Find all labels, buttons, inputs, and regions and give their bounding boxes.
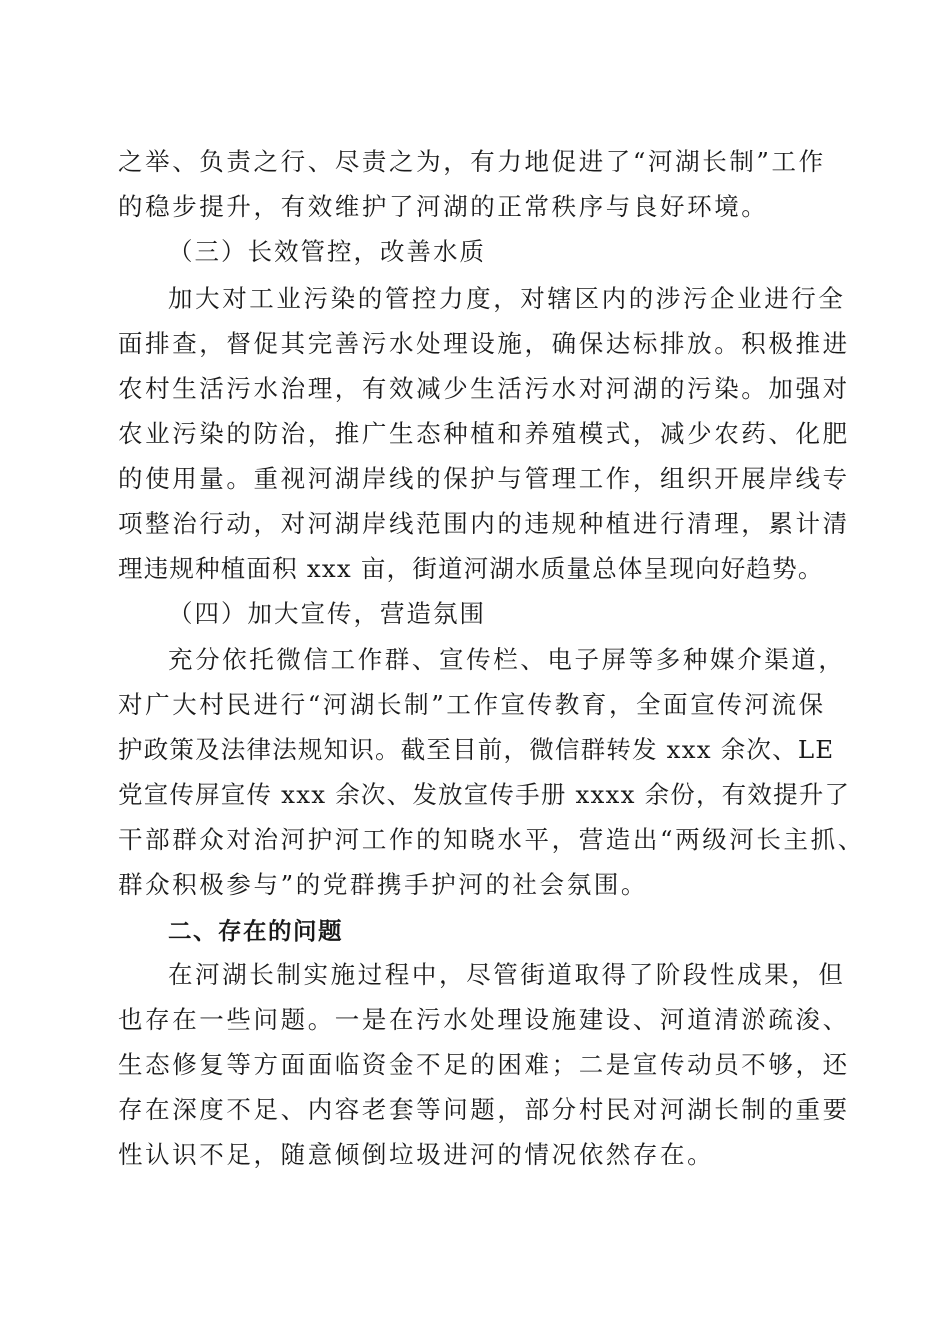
section-heading-problems: 二、存在的问题 xyxy=(168,917,343,945)
section-heading-3: （三）长效管控，改善水质 xyxy=(168,237,486,266)
text-line: 充分依托微信工作群、宣传栏、电子屏等多种媒介渠道， xyxy=(168,645,846,674)
text-line: 也存在一些问题。一是在污水处理设施建设、河道清淤疏浚、 xyxy=(118,1005,850,1034)
section-heading-4: （四）加大宣传，营造氛围 xyxy=(168,599,486,628)
text-line: 存在深度不足、内容老套等问题，部分村民对河湖长制的重要 xyxy=(118,1095,850,1124)
text-line: 理违规种植面积 xxx 亩，街道河湖水质量总体呈现向好趋势。 xyxy=(118,554,824,583)
text-line: 加大对工业污染的管控力度，对辖区内的涉污企业进行全 xyxy=(168,284,846,313)
text-line: 农业污染的防治，推广生态种植和养殖模式，减少农药、化肥 xyxy=(118,419,850,448)
text-line: 的稳步提升，有效维护了河湖的正常秩序与良好环境。 xyxy=(118,192,769,221)
text-line: 面排查，督促其完善污水处理设施，确保达标排放。积极推进 xyxy=(118,329,850,358)
text-line: 党宣传屏宣传 xxx 余次、发放宣传手册 xxxx 余份，有效提升了 xyxy=(118,780,851,809)
text-line: 生态修复等方面面临资金不足的困难；二是宣传动员不够，还 xyxy=(118,1050,850,1079)
text-line: 项整治行动，对河湖岸线范围内的违规种植进行清理，累计清 xyxy=(118,509,850,538)
text-line: 农村生活污水治理，有效减少生活污水对河湖的污染。加强对 xyxy=(118,374,850,403)
text-line: 之举、负责之行、尽责之为，有力地促进了“河湖长制”工作 xyxy=(118,147,826,176)
text-line: 护政策及法律法规知识。截至目前，微信群转发 xxx 余次、LE xyxy=(118,735,835,764)
text-line: 群众积极参与”的党群携手护河的社会氛围。 xyxy=(118,870,649,899)
text-line: 的使用量。重视河湖岸线的保护与管理工作，组织开展岸线专 xyxy=(118,464,850,493)
text-line: 在河湖长制实施过程中，尽管街道取得了阶段性成果，但 xyxy=(168,960,846,989)
text-line: 对广大村民进行“河湖长制”工作宣传教育，全面宣传河流保 xyxy=(118,690,826,719)
text-line: 性认识不足，随意倾倒垃圾进河的情况依然存在。 xyxy=(118,1140,715,1169)
text-line: 干部群众对治河护河工作的知晓水平，营造出“两级河长主抓、 xyxy=(118,825,865,854)
